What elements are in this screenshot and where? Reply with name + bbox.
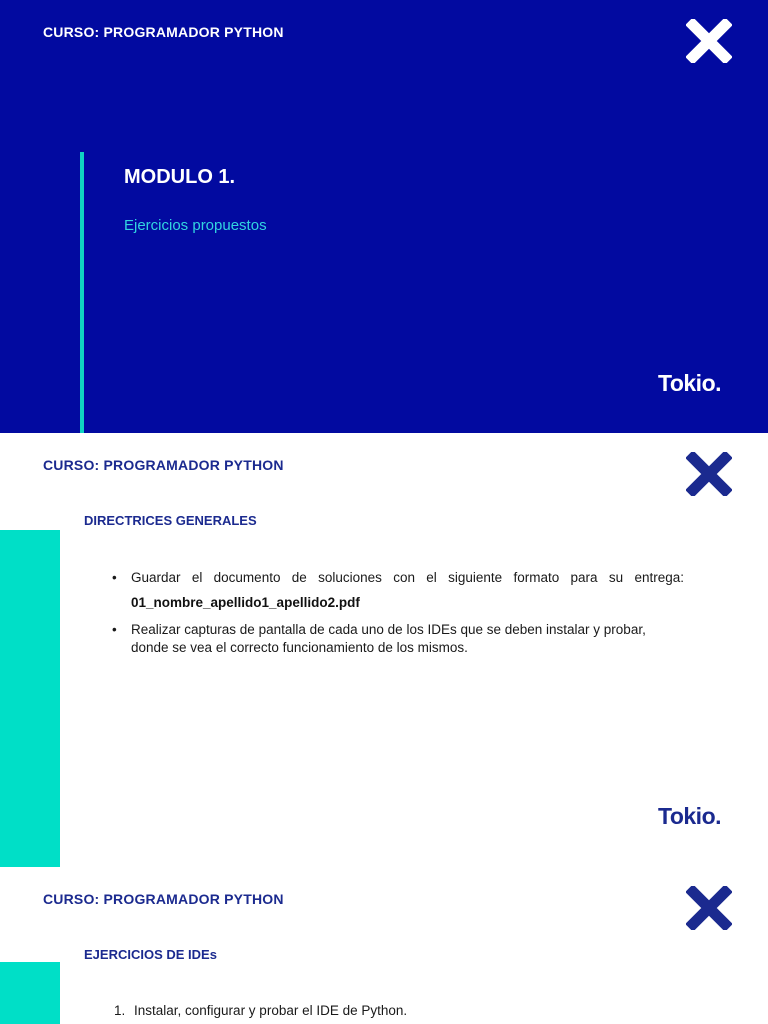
x-cross-logo-icon xyxy=(686,886,732,930)
list-item xyxy=(112,621,684,657)
x-cross-logo-icon xyxy=(686,19,732,63)
guidelines-slide xyxy=(0,433,768,867)
course-title: CURSO: PROGRAMADOR PYTHON xyxy=(43,457,284,473)
list-item xyxy=(112,569,684,587)
course-title: CURSO: PROGRAMADOR PYTHON xyxy=(43,891,284,907)
section-title: DIRECTRICES GENERALES xyxy=(84,513,257,528)
item-number: 1. xyxy=(114,1003,126,1018)
teal-side-bar xyxy=(0,530,60,867)
section-title: EJERCICIOS DE IDEs xyxy=(84,947,217,962)
brand-logo: Tokio. xyxy=(658,803,722,829)
brand-logo: Tokio. xyxy=(658,370,722,396)
list-item xyxy=(114,1003,407,1018)
bullet-text: Guardar el documento de soluciones con el siguiente formato para su entrega: xyxy=(131,570,684,585)
module-subtitle: Ejercicios propuestos xyxy=(124,217,267,234)
bullet-marker: • xyxy=(112,622,117,637)
item-text: Instalar, configurar y probar el IDE de Python. xyxy=(134,1003,408,1018)
ide-exercises-slide xyxy=(0,867,768,1024)
accent-line xyxy=(80,152,84,433)
title-slide xyxy=(0,0,768,433)
bullet-text: Realizar capturas de pantalla de cada uno de los IDEs que se deben instalar y probar, donde se vea el correcto funcionamiento de los mismos. xyxy=(131,622,646,655)
filename-format: 01_nombre_apellido1_apellido2.pdf xyxy=(131,595,360,610)
x-cross-logo-icon xyxy=(686,452,732,496)
bullet-list xyxy=(112,569,684,657)
module-title: MODULO 1. xyxy=(124,166,236,188)
teal-side-bar xyxy=(0,962,60,1024)
course-title: CURSO: PROGRAMADOR PYTHON xyxy=(43,24,284,40)
bullet-marker: • xyxy=(112,570,117,585)
